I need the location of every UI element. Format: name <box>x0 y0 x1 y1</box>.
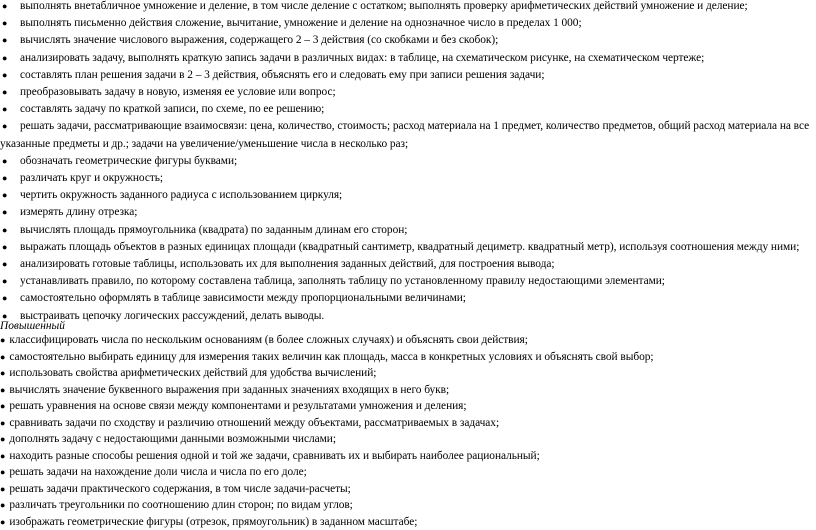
bullet-icon: ● <box>2 67 7 84</box>
list-item: ● дополнять задачу с недостающими данными возможными числами; <box>0 431 816 448</box>
list-item: ● самостоятельно оформлять в таблице зависимости между пропорциональными величинами; <box>0 290 816 307</box>
list-item: ● анализировать задачу, выполнять краткую запись задачи в различных видах: в таблице, на схематическом рисунке, на схематическом чертеже; <box>0 50 816 67</box>
bullet-icon: ● <box>0 418 5 428</box>
list-item: ● чертить окружность заданного радиуса с использованием циркуля; <box>0 187 816 204</box>
list-item: ● изображать геометрические фигуры (отрезок, прямоугольник) в заданном масштабе; <box>0 514 816 530</box>
list-item: ● обозначать геометрические фигуры буквами; <box>0 153 816 170</box>
list-item: ● вычислять значение буквенного выражения при заданных значениях входящих в него букв; <box>0 382 816 399</box>
list-item: ● выражать площадь объектов в разных единицах площади (квадратный сантиметр, квадратный дециметр. квадратный метр), используя соотношения между ними; <box>0 239 816 256</box>
bullet-icon: ● <box>2 118 7 135</box>
list-item: ● измерять длину отрезка; <box>0 204 816 221</box>
bullet-icon: ● <box>0 467 5 477</box>
advanced-requirements-list <box>0 332 816 530</box>
bullet-icon: ● <box>2 273 7 290</box>
bullet-icon: ● <box>2 290 7 307</box>
list-item: ● составлять задачу по краткой записи, по схеме, по ее решению; <box>0 101 816 118</box>
list-item: ● решать задачи на нахождение доли числа и числа по его доле; <box>0 464 816 481</box>
bullet-icon: ● <box>2 256 7 273</box>
bullet-icon: ● <box>2 204 7 221</box>
bullet-icon: ● <box>2 84 7 101</box>
bullet-icon: ● <box>0 451 5 461</box>
list-item: ● находить разные способы решения одной и той же задачи, сравнивать их и выбирать наиболее рациональный; <box>0 448 816 465</box>
bullet-icon: ● <box>2 187 7 204</box>
list-item: ● решать задачи практического содержания, в том числе задачи-расчеты; <box>0 481 816 498</box>
bullet-icon: ● <box>0 500 5 510</box>
bullet-icon: ● <box>2 15 7 32</box>
list-item: ● решать уравнения на основе связи между компонентами и результатами умножения и деления; <box>0 398 816 415</box>
bullet-icon: ● <box>2 170 7 187</box>
bullet-icon: ● <box>0 517 5 527</box>
list-item: ● выстраивать цепочку логических рассуждений, делать выводы. <box>0 308 816 325</box>
list-item: ● вычислять значение числового выражения, содержащего 2 – 3 действия (со скобками и без скобок); <box>0 32 816 49</box>
bullet-icon: ● <box>2 308 7 325</box>
section-title-advanced: Повышенный <box>0 318 65 334</box>
bullet-icon: ● <box>0 368 5 378</box>
bullet-icon: ● <box>0 385 5 395</box>
list-item: ● самостоятельно выбирать единицу для измерения таких величин как площадь, масса в конкретных условиях и объяснять свой выбор; <box>0 349 816 366</box>
bullet-icon: ● <box>2 50 7 67</box>
list-item: ● различать треугольники по соотношению длин сторон; по видам углов; <box>0 497 816 514</box>
list-item: ● вычислять площадь прямоугольника (квадрата) по заданным длинам его сторон; <box>0 222 816 239</box>
list-item: ● устанавливать правило, по которому составлена таблица, заполнять таблицу по установленному правилу недостающими элементами; <box>0 273 816 290</box>
bullet-icon: ● <box>2 153 7 170</box>
list-item: ● выполнять письменно действия сложение, вычитание, умножение и деление на однозначное число в пределах 1 000; <box>0 15 816 32</box>
list-item: ● выполнять внетабличное умножение и деление, в том числе деление с остатком; выполнять проверку арифметических действий умножение и деление; <box>0 0 816 15</box>
bullet-icon: ● <box>2 101 7 118</box>
list-item: ● использовать свойства арифметических действий для удобства вычислений; <box>0 365 816 382</box>
bullet-icon: ● <box>0 434 5 444</box>
list-item: ● сравнивать задачи по сходству и различию отношений между объектами, рассматриваемых в задачах; <box>0 415 816 432</box>
bullet-icon: ● <box>2 222 7 239</box>
bullet-icon: ● <box>0 352 5 362</box>
list-item: ● анализировать готовые таблицы, использовать их для выполнения заданных действий, для построения вывода; <box>0 256 816 273</box>
bullet-icon: ● <box>2 0 7 15</box>
list-item: ● составлять план решения задачи в 2 – 3 действия, объяснять его и следовать ему при записи решения задачи; <box>0 67 816 84</box>
bullet-icon: ● <box>0 401 5 411</box>
list-item: ● классифицировать числа по нескольким основаниям (в более сложных случаях) и объяснять свои действия; <box>0 332 816 349</box>
list-item: ● различать круг и окружность; <box>0 170 816 187</box>
bullet-icon: ● <box>0 335 5 345</box>
list-item: ● преобразовывать задачу в новую, изменяя ее условие или вопрос; <box>0 84 816 101</box>
list-item: ● решать задачи, рассматривающие взаимосвязи: цена, количество, стоимость; расход материала на 1 предмет, количество предметов, общий расход материала на все указанные предметы и др.; задачи на увеличение/уменьшение числа в несколько раз; <box>0 118 816 152</box>
bullet-icon: ● <box>0 484 5 494</box>
bullet-icon: ● <box>2 32 7 49</box>
bullet-icon: ● <box>2 239 7 256</box>
